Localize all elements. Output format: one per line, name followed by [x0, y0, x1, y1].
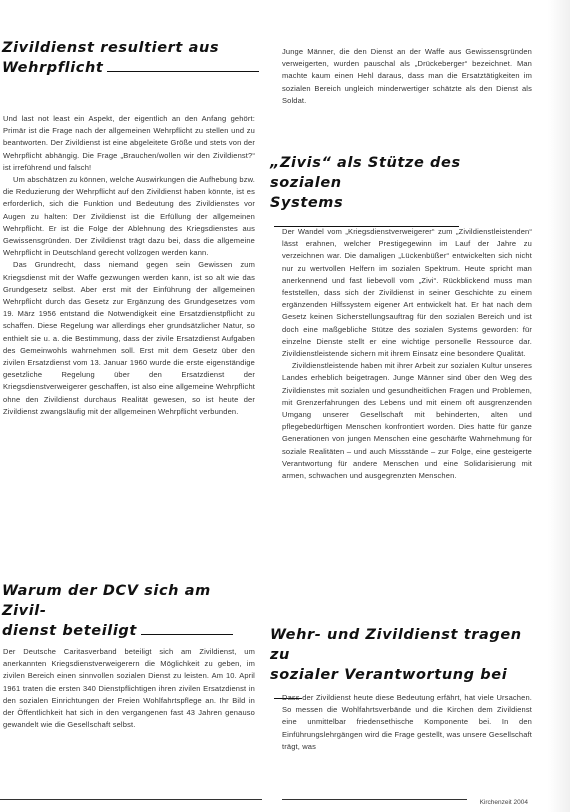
- heading-zivis-stuetze: [270, 153, 532, 233]
- intro-paragraph: [282, 46, 532, 107]
- section-zivis-stuetze: [282, 226, 532, 482]
- paragraph: Das Grundrecht, dass niemand gegen sein Gewissen zum Kriegsdienst mit der Waffe gezwungen werden kann, ist so alt wie das Grundgesetz selbst. Aber erst mit der Einführung der allgemeinen Wehrpflicht durch das Gesetz zur Ergänzung des Grundgesetzes vom 19. März 1956 entstand die Notwendigkeit eine Ersatzdienstpflicht zu schaffen. Diese Regelung war allerdings eher grundsätzlicher Natur, so enthielt sie u. a. die Bestimmung, dass der zivile Ersatzdienst Aufgaben des Gemeinwohls wahrnehmen soll. Erst mit dem Gesetz über den zivilen Ersatzdienst vom 13. Januar 1960 wurde die erste eigenständige gesetzliche Regelung über den Ersatzdienst der Kriegsdienstverweigerer geschaffen, ist also eine allgemeine Wehrpflicht ohne den Zivildienst durchaus Realität gewesen, so ist heute der Zivildienst zwangsläufig mit der allgemeinen Wehrpflicht verbunden.: [3, 260, 255, 416]
- heading-line: Wehrpflicht: [2, 58, 260, 78]
- heading-zivildienst-wehrpflicht: [2, 38, 260, 78]
- paragraph: Zivildienstleistende haben mit ihrer Arbeit zur sozialen Kultur unseres Landes erheblich beigetragen. Junge Männer sind über den Weg des Zivildienstes mit sozialen und gesundheitlichen Fragen und Problemen, mit Grenzerfahrungen des Lebens und mit einem oft ausgrenzenden Umgang unserer Gesellschaft mit behinderten, alten und pflegebedürftigen Menschen konfrontiert worden. Dies hatte für ganze Generationen von jungen Menschen eine geschärfte Wahrnehmung für soziale Realitäten – und auch Missstände – zur Folge, eine gesteigerte Verantwortung für andere Menschen und eine Solidarisierung mit armen, schwachen und ausgegrenzten Menschen.: [282, 361, 532, 481]
- heading-line: Systems: [270, 193, 532, 233]
- footer-rule-right: [282, 799, 467, 800]
- section-zivildienst-wehrpflicht: [3, 113, 255, 418]
- paragraph: Junge Männer, die den Dienst an der Waffe aus Gewissensgründen verweigerten, wurden pauschal als „Drückeberger“ bezeichnet. Man machte kaum einen Hehl daraus, dass man die Ersatztätigkeiten im sozialen Bereich ungleich minderwertiger schätzte als den Dienst als Soldat.: [282, 47, 532, 105]
- heading-line: Warum der DCV sich am Zivil-: [2, 583, 211, 619]
- paragraph: Der Wandel vom „Kriegsdienstverweigerer“ zum „Zivildienstleistenden“ lässt erahnen, welcher Prestigegewinn im Lauf der Jahre zu verzeichnen war. Die damaligen „Lückenbüßer“ entwickelten sich nicht nur zu wertvollen Helfern im sozialen Spektrum. Heute spricht man anerkennend und fast liebevoll vom „Zivi“. Rückblickend muss man feststellen, dass sich der Zivildienst in seiner Geschichte zu einem ergänzenden Hilfssystem eigener Art entwickelt hat. Er hat nach dem Gesetz keinen Sicherstellungsauftrag für den sozialen Bereich und ist doch eine maßgebliche Stütze des sozialen Systems geworden: für einzelne Dienste stellt er eine wichtige personelle Ressource dar. Zivildienstleistende sichern mit ihrem Einsatz eine besondere Qualität.: [282, 227, 532, 359]
- heading-line: Wehr- und Zivildienst tragen zu: [270, 627, 522, 663]
- paragraph: Dass der Zivildienst heute diese Bedeutung erfährt, hat viele Ursachen. So messen die Wohlfahrtsverbände und die Kirchen dem Zivildienst eine unmittelbar friedensethische Komponente bei. In den Einführungslehrgängen wird die Frage gestellt, was unsere Gesellschaft trägt, was: [282, 693, 532, 751]
- paragraph: Der Deutsche Caritasverband beteiligt sich am Zivildienst, um anerkannten Kriegsdienstverweigerern die Möglichkeit zu geben, im zivilen Bereich einen sinnvollen sozialen Dienst zu leisten. Am 10. April 1961 traten die ersten 340 Dienstpflichtigen ihren zivilen Ersatzdienst in den sozialen Einrichtungen der Freien Wohlfahrtspflege an. Ihr Bild in der Öffentlichkeit hat sich in den vergangenen fast 43 Jahren genauso gewandelt wie die Gesellschaft selbst.: [3, 647, 255, 730]
- heading-line: sozialer Verantwortung bei: [270, 665, 532, 705]
- heading-line: dienst beteiligt: [2, 621, 260, 641]
- section-wehr-zivildienst: [282, 692, 532, 753]
- heading-line: Zivildienst resultiert aus: [2, 40, 220, 56]
- footer-label: Kirchenzeit 2004: [479, 799, 528, 806]
- heading-line: „Zivis“ als Stütze des sozialen: [270, 155, 461, 191]
- paragraph: Um abschätzen zu können, welche Auswirkungen die Aufhebung bzw. die Reduzierung der Wehrpflicht auf den Zivildienst haben könnte, ist es erforderlich, sich die Funktion und Bedeutung des Zivildienstes vor Augen zu halten: Der Zivildienst ist die Erfüllung der allgemeinen Wehrpflicht. Er ist die Folge der Ablehnung des Kriegsdienstes aus Gewissensgründen. Der Zivildienst trägt dazu bei, dass die allgemeine Wehrpflicht in Deutschland gerecht vollzogen werden kann.: [3, 175, 255, 258]
- section-warum-dcv: [3, 646, 255, 731]
- scan-edge: [548, 0, 570, 812]
- heading-warum-dcv: [2, 581, 260, 641]
- footer-rule-left: [0, 799, 262, 800]
- paragraph: Und last not least ein Aspekt, der eigentlich an den Anfang gehört: Primär ist die Frage nach der allgemeinen Wehrpflicht zu stellen und zu beantworten. Der Zivildienst ist eine abgeleitete Größe und stets von der Wehrpflicht abhängig. Die Frage „Brauchen/wollen wir den Zivildienst?“ ist irreführend und falsch!: [3, 114, 255, 172]
